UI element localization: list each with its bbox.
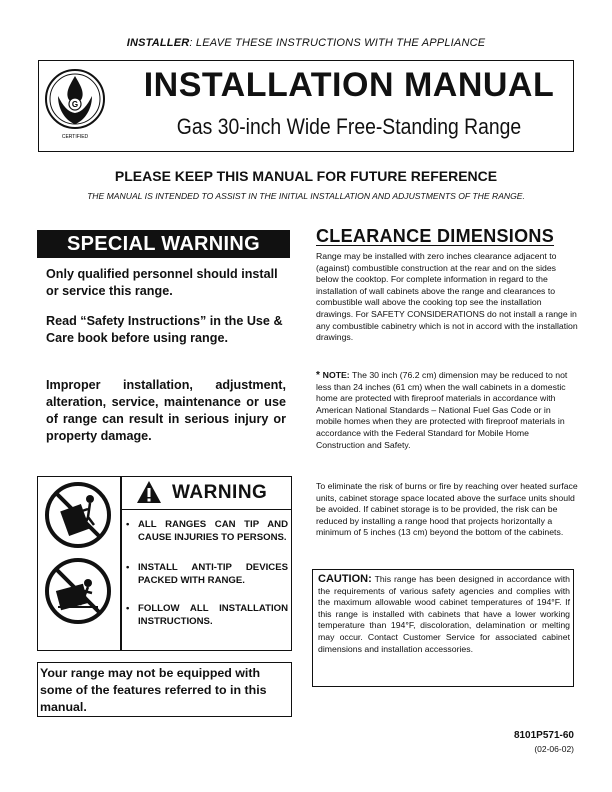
clearance-note: * NOTE: The 30 inch (76.2 cm) dimension may be reduced to not less than 24 inches (61 cm) when the wall cabinets in a domestic home are protected with fireproof materials in accordance with American National Standards – National Fuel Gas Code or in mobile homes when they are protected with fireproof materials in accordance with the Federal Standard for Mobile Home Construction and Safety.: [316, 370, 568, 450]
keep-notice: PLEASE KEEP THIS MANUAL FOR FUTURE REFERENCE: [114, 168, 498, 184]
svg-text:G: G: [71, 100, 79, 109]
special-warning-p2: Read “Safety Instructions” in the Use & Care book before using range.: [46, 314, 283, 345]
note-label: NOTE:: [322, 370, 350, 380]
caution-text: [318, 574, 570, 655]
no-climbing-door-icon: [44, 557, 112, 625]
warning-triangle-icon: [136, 480, 162, 504]
document-number: 8101P571-60: [513, 730, 574, 741]
logo-text: CERTIFIED: [61, 134, 89, 140]
document-date: (02-06-02): [534, 744, 574, 754]
warning-item: • FOLLOW ALL INSTALLATION INSTRUCTIONS.: [126, 603, 288, 627]
special-warning-p3: Improper installation, adjustment, alteration, service, maintenance or use of range can result in serious injury or property damage.: [46, 378, 286, 443]
warning-item: • INSTALL ANTI-TIP DEVICES PACKED WITH RANGE.: [126, 562, 288, 586]
caution-label: CAUTION:: [318, 573, 372, 585]
caution-body: This range has been designed in accordance with the requirements of various safety agencies and complies with the maximum allowable wood cabinet temperatures of 194°F. If this range is installed with cabinets that have a lower working temperature than 194°F, discoloration, delamination or melting may occur. Contact Customer Service for associated cabinet dimensions and installation accessories.: [318, 574, 570, 654]
clearance-title: CLEARANCE DIMENSIONS: [316, 226, 555, 246]
warning-title: WARNING: [172, 482, 268, 503]
warning-item: • ALL RANGES CAN TIP AND CAUSE INJURIES TO PERSONS.: [126, 519, 288, 543]
special-warning-title: SPECIAL WARNING: [37, 230, 290, 258]
clearance-p3: To eliminate the risk of burns or fire by reaching over heated surface units, cabinet storage space located above the surface units should be avoided. If cabinet storage is to be provided, the risk can be reduced by installing a range hood that projects horizontally a minimum of 5 inches (13 cm) beyond the bottom of the cabinets.: [316, 481, 578, 538]
clearance-p1: Range may be installed with zero inches clearance adjacent to (against) combustible construction at the rear and on the sides below the cooktop. For complete information in regard to the installation of wall cabinets above the range and clearances to combustible wall above the cooking top see the installation drawings. For SAFETY CONSIDERATIONS do not install a range in any combustible cabinetry which is not in accord with the installation drawings.: [316, 251, 578, 343]
manual-title: INSTALLATION MANUAL: [143, 66, 555, 104]
installer-note: [0, 37, 612, 49]
special-warning-p1: Only qualified personnel should install or service this range.: [46, 267, 278, 298]
equipment-note: Your range may not be equipped with some of the features referred to in this manual.: [40, 666, 267, 714]
note-text: The 30 inch (76.2 cm) dimension may be reduced to not less than 24 inches (61 cm) when the wall cabinets in a domestic home are protected with fireproof materials in accordance with American National Standards – National Fuel Gas Code or in mobile homes when they are protected with fireproof materials in accordance with the Federal Standard for Mobile Home Construction and Safety.: [316, 370, 568, 450]
installer-note-text: : LEAVE THESE INSTRUCTIONS WITH THE APPLIANCE: [189, 37, 486, 49]
manual-subtitle: Gas 30-inch Wide Free-Standing Range: [176, 114, 522, 139]
no-tipping-range-icon: [44, 481, 112, 549]
certification-logo-icon: [44, 66, 106, 146]
installer-label: INSTALLER: [126, 37, 190, 49]
intended-note: THE MANUAL IS INTENDED TO ASSIST IN THE INITIAL INSTALLATION AND ADJUSTMENTS OF THE RANGE.: [87, 191, 525, 201]
